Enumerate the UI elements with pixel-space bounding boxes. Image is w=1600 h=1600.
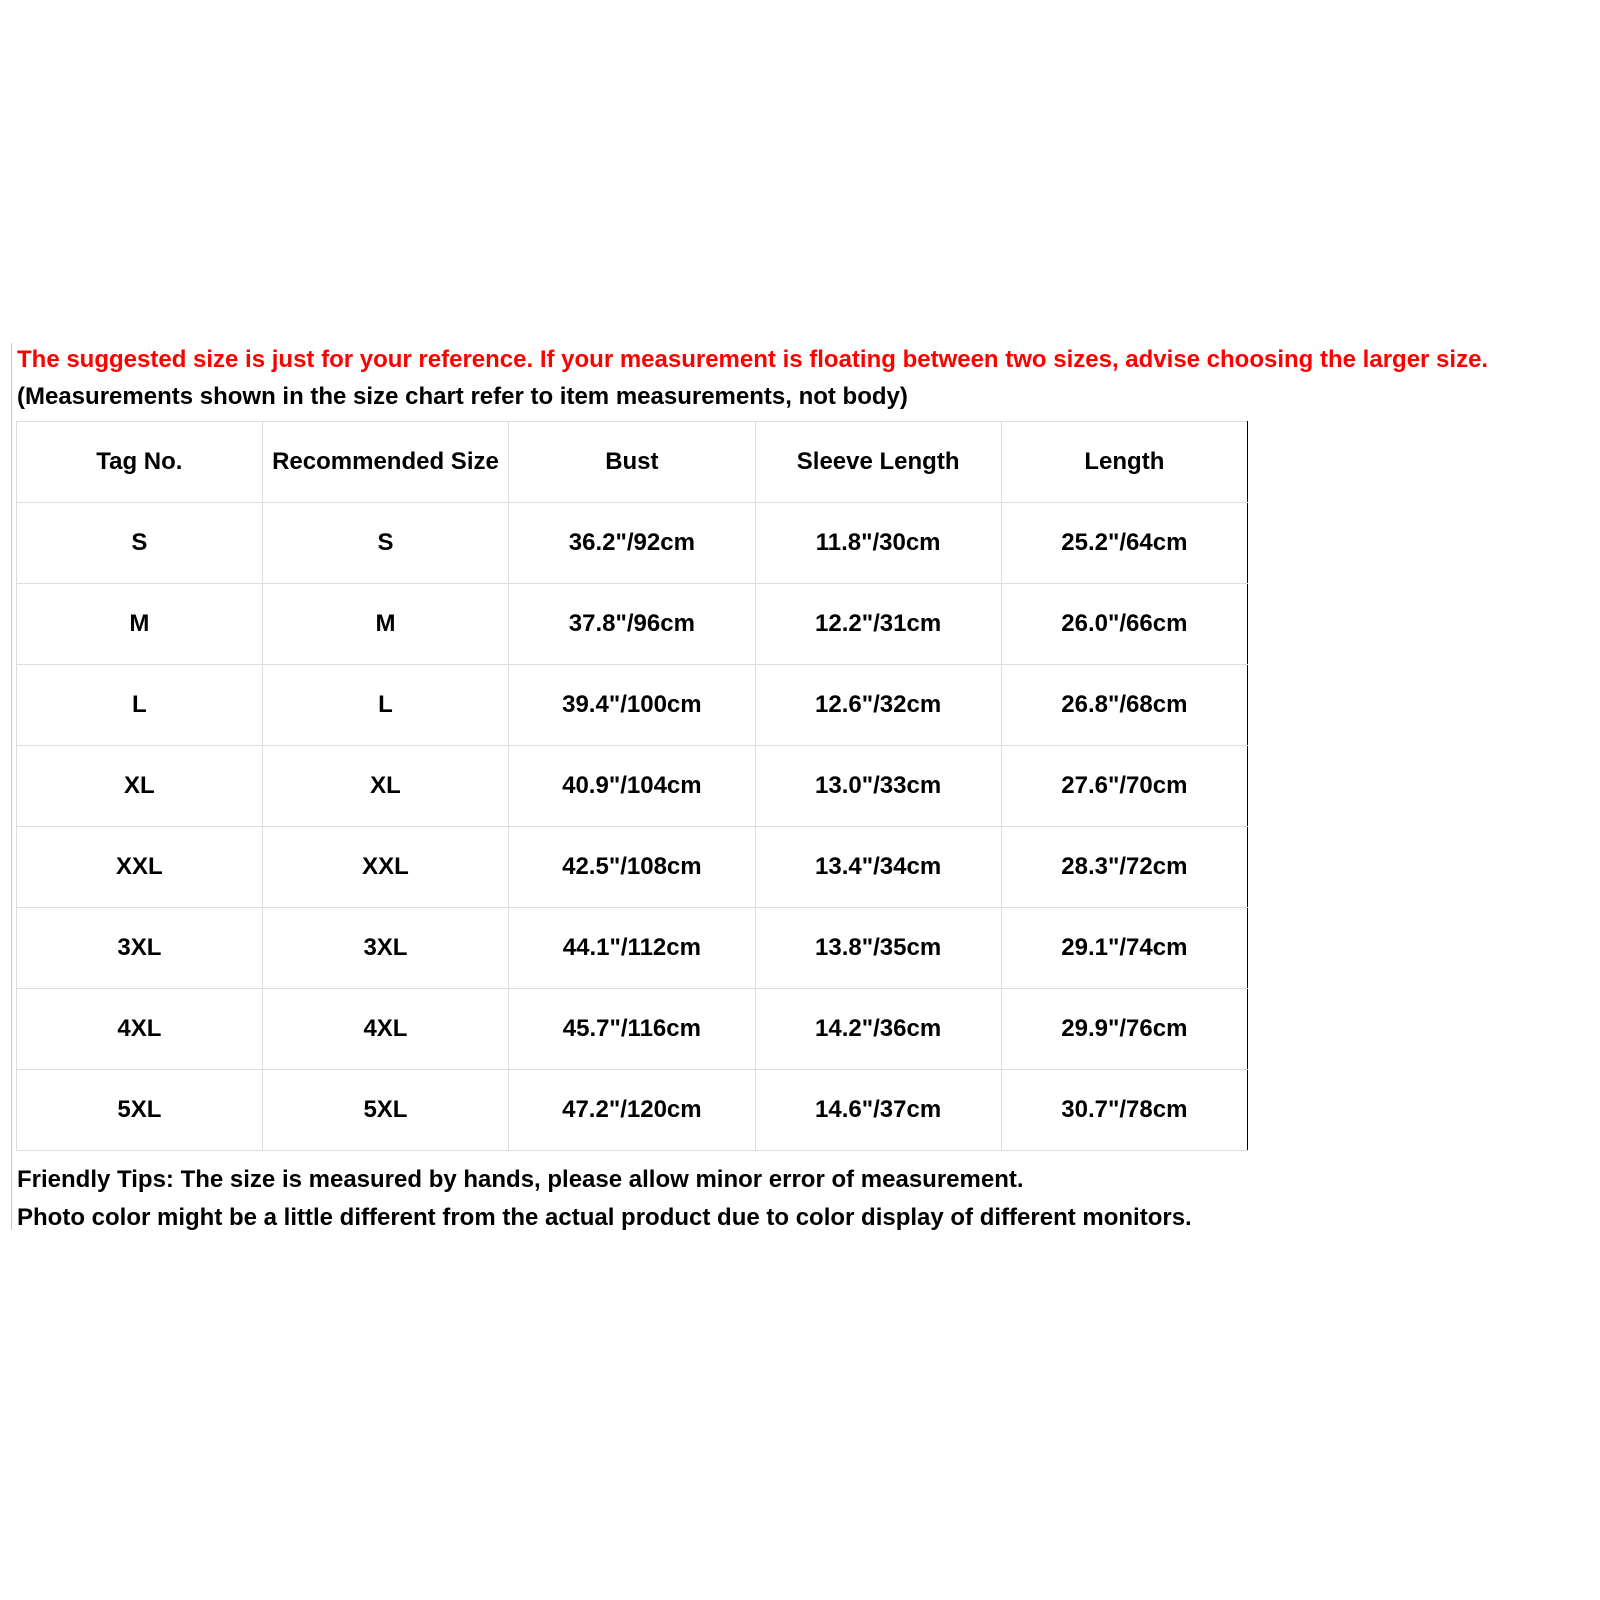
color-tip: Photo color might be a little different from the actual product due to color display of different monitors. — [17, 1204, 1192, 1231]
table-row — [17, 746, 1248, 827]
table-cell: 36.2"/92cm — [509, 503, 755, 584]
table-cell: XL — [17, 746, 263, 827]
table-cell: 45.7"/116cm — [509, 989, 755, 1070]
table-row — [17, 989, 1248, 1070]
table-cell: 13.4"/34cm — [755, 827, 1001, 908]
table-cell: 11.8"/30cm — [755, 503, 1001, 584]
table-cell: XXL — [17, 827, 263, 908]
table-cell: 28.3"/72cm — [1001, 827, 1247, 908]
table-row — [17, 503, 1248, 584]
table-cell: 40.9"/104cm — [509, 746, 755, 827]
table-cell: 14.2"/36cm — [755, 989, 1001, 1070]
table-cell: XL — [262, 746, 509, 827]
table-cell: 29.9"/76cm — [1001, 989, 1247, 1070]
measurement-note: (Measurements shown in the size chart refer to item measurements, not body) — [17, 383, 908, 410]
column-header: Sleeve Length — [755, 422, 1001, 503]
table-cell: 47.2"/120cm — [509, 1070, 755, 1151]
left-divider — [11, 343, 12, 1230]
table-row — [17, 584, 1248, 665]
column-header: Bust — [509, 422, 755, 503]
table-cell: L — [262, 665, 509, 746]
table-row — [17, 827, 1248, 908]
table-cell: 42.5"/108cm — [509, 827, 755, 908]
table-cell: 12.6"/32cm — [755, 665, 1001, 746]
column-header: Tag No. — [17, 422, 263, 503]
table-cell: 13.8"/35cm — [755, 908, 1001, 989]
table-row — [17, 1070, 1248, 1151]
column-header: Length — [1001, 422, 1247, 503]
table-cell: 5XL — [17, 1070, 263, 1151]
size-chart-table — [16, 421, 1248, 1151]
table-cell: M — [17, 584, 263, 665]
table-cell: 5XL — [262, 1070, 509, 1151]
table-cell: S — [17, 503, 263, 584]
table-cell: 39.4"/100cm — [509, 665, 755, 746]
table-cell: 4XL — [262, 989, 509, 1070]
table-cell: 29.1"/74cm — [1001, 908, 1247, 989]
table-cell: 37.8"/96cm — [509, 584, 755, 665]
table-row — [17, 908, 1248, 989]
header-row — [17, 422, 1248, 503]
column-header: Recommended Size — [262, 422, 509, 503]
table-cell: 25.2"/64cm — [1001, 503, 1247, 584]
table-cell: 44.1"/112cm — [509, 908, 755, 989]
table-cell: 27.6"/70cm — [1001, 746, 1247, 827]
table-cell: 13.0"/33cm — [755, 746, 1001, 827]
size-notice: The suggested size is just for your reference. If your measurement is floating between two sizes, advise choosing the larger size. — [17, 346, 1489, 373]
table-cell: 14.6"/37cm — [755, 1070, 1001, 1151]
table-cell: XXL — [262, 827, 509, 908]
table-row — [17, 665, 1248, 746]
friendly-tip: Friendly Tips: The size is measured by hands, please allow minor error of measurement. — [17, 1166, 1024, 1193]
table-cell: M — [262, 584, 509, 665]
table-cell: 3XL — [17, 908, 263, 989]
table-cell: L — [17, 665, 263, 746]
table-cell: 26.8"/68cm — [1001, 665, 1247, 746]
table-cell: S — [262, 503, 509, 584]
table-cell: 26.0"/66cm — [1001, 584, 1247, 665]
table-cell: 12.2"/31cm — [755, 584, 1001, 665]
table-cell: 4XL — [17, 989, 263, 1070]
table-cell: 3XL — [262, 908, 509, 989]
table-cell: 30.7"/78cm — [1001, 1070, 1247, 1151]
